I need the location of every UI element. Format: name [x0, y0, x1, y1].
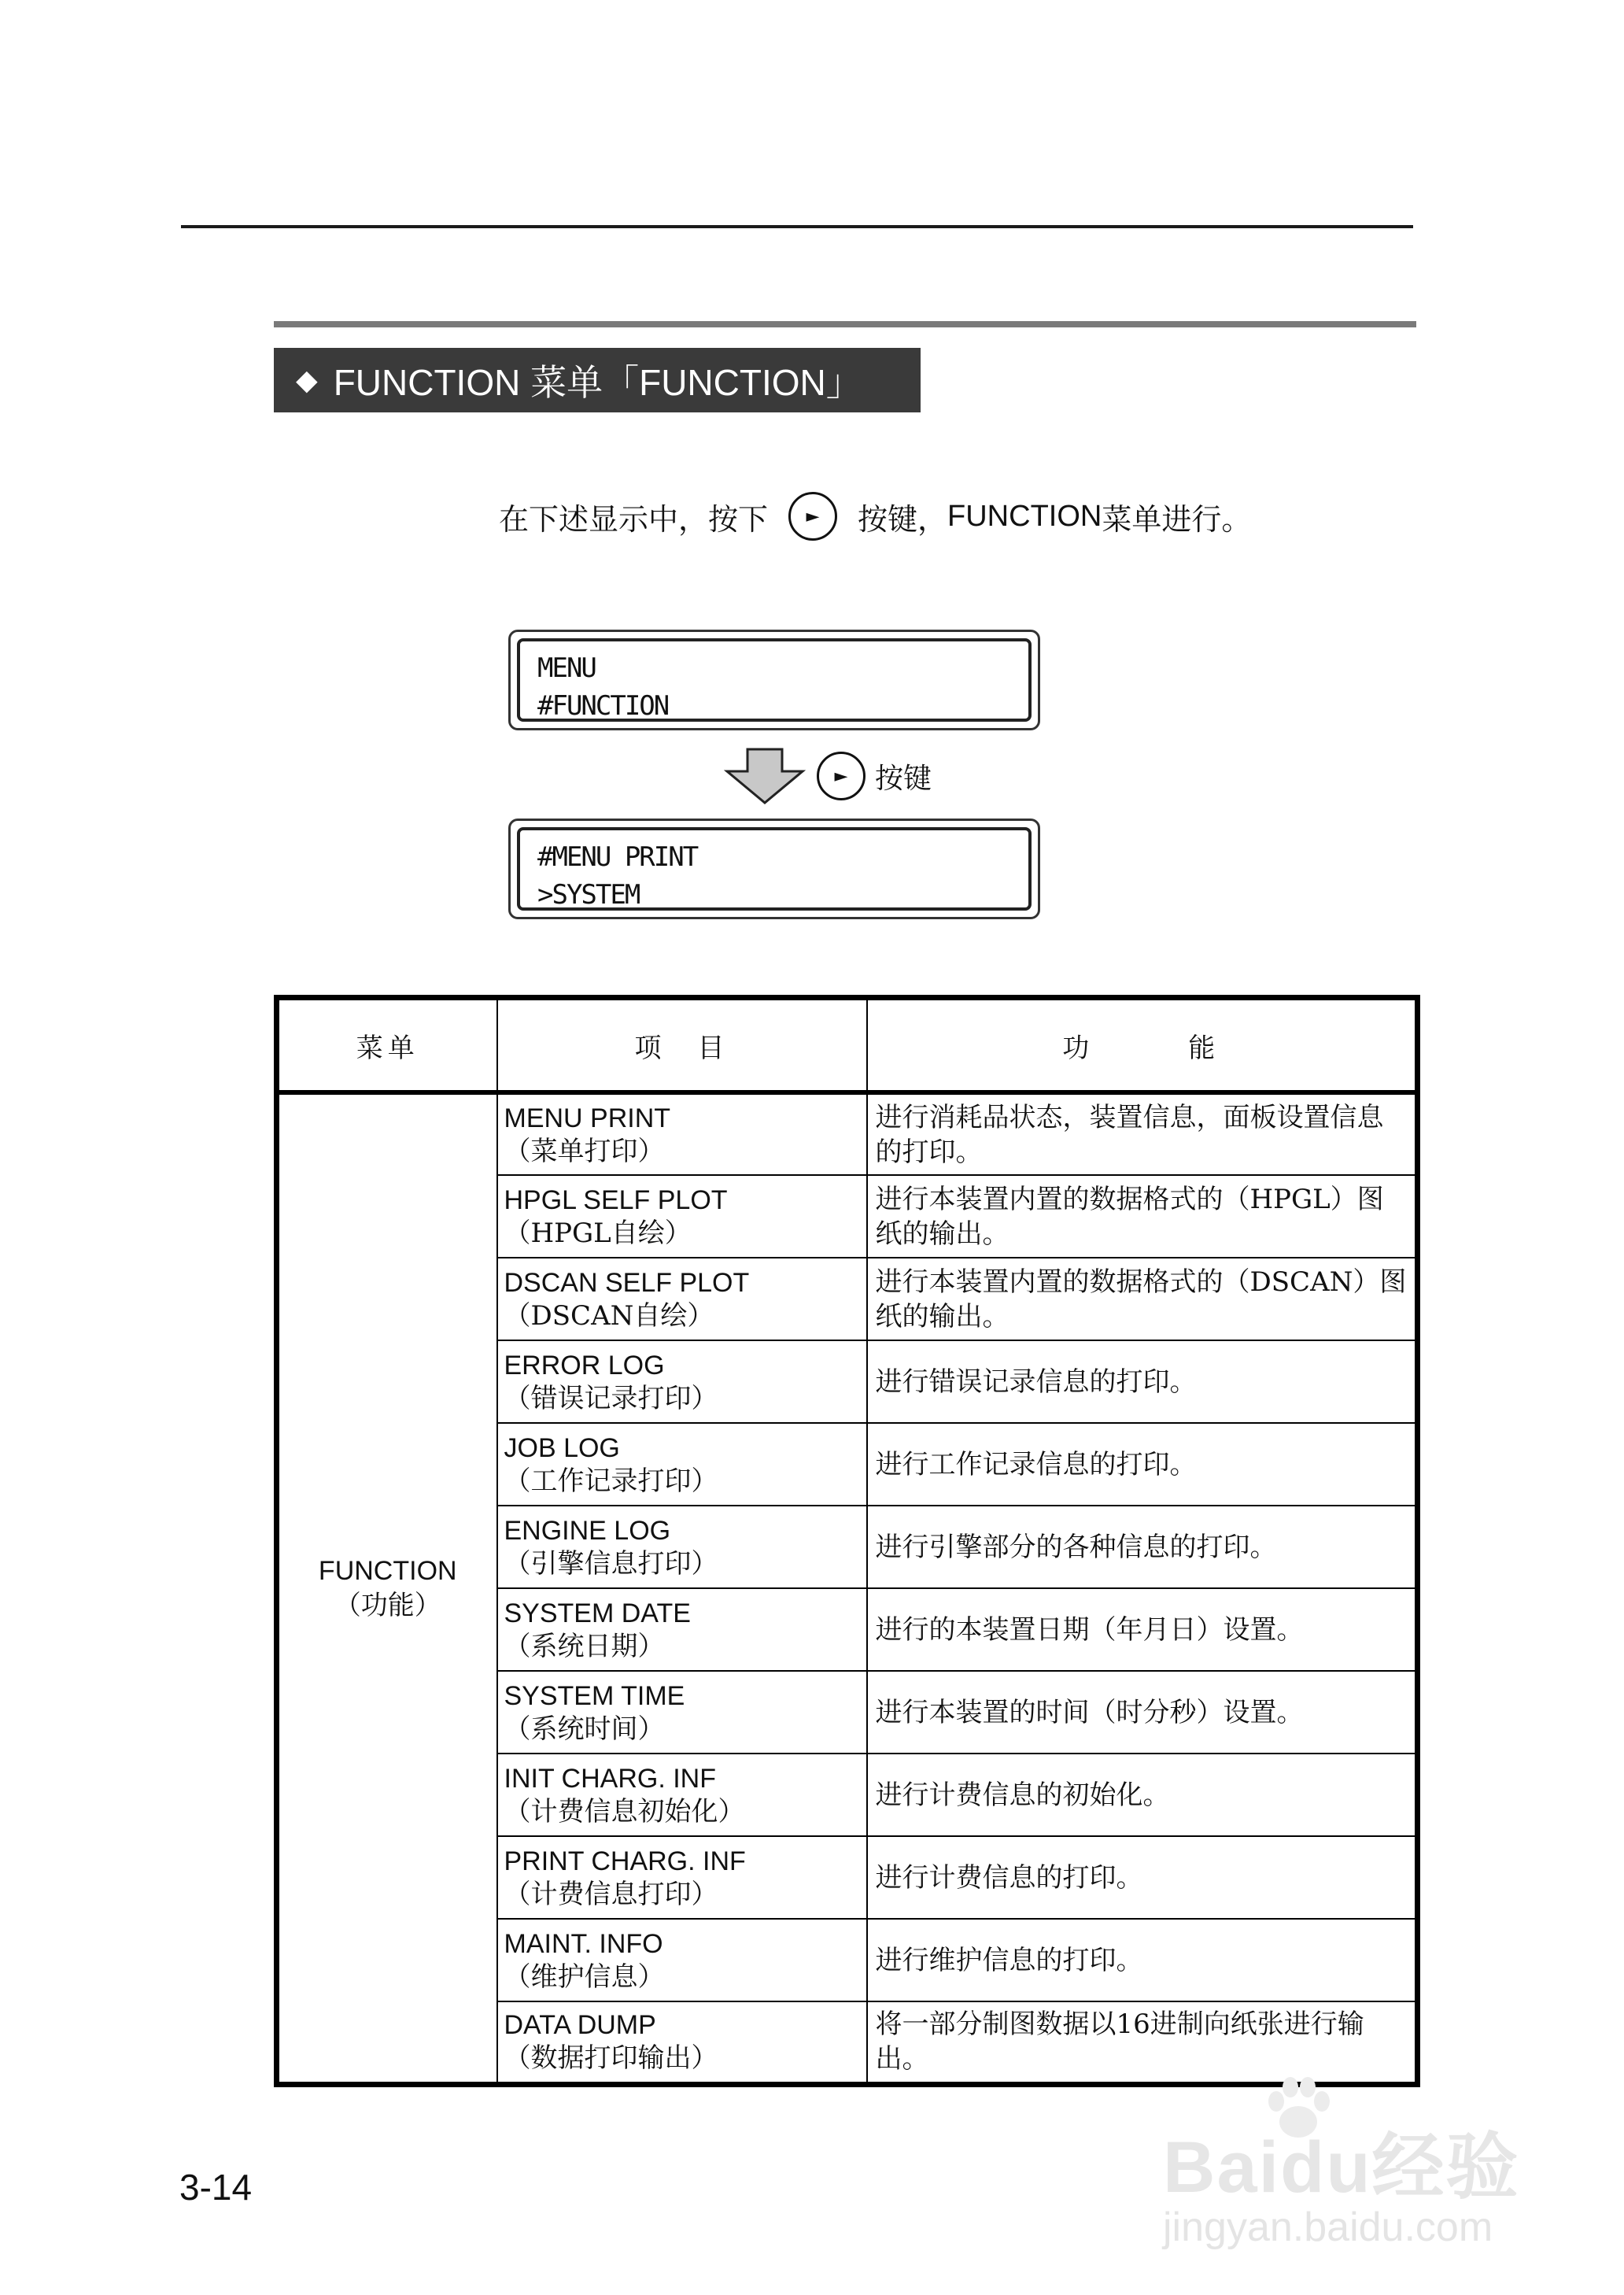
lcd-after-line1: #MENU PRINT: [537, 841, 698, 873]
header-menu: 菜单: [277, 998, 497, 1093]
item-name-en: DSCAN SELF PLOT: [504, 1267, 750, 1298]
down-arrow-icon: [724, 748, 806, 804]
item-name-en: ERROR LOG: [504, 1350, 665, 1380]
function-description: 进行工作记录信息的打印。: [867, 1423, 1418, 1506]
item-cell: [497, 1588, 867, 1671]
press-step: [724, 745, 932, 808]
function-description: 进行本装置内置的数据格式的（HPGL）图纸的输出。: [867, 1175, 1418, 1258]
item-name-en: ENGINE LOG: [504, 1515, 671, 1546]
item-name-cn: （工作记录打印）: [504, 1465, 718, 1497]
lcd-display-after: [508, 819, 1040, 919]
menu-name-en: FUNCTION: [318, 1555, 457, 1586]
section-title-text: FUNCTION 菜单「FUNCTION」: [333, 362, 862, 403]
item-name-cn: （系统时间）: [504, 1713, 665, 1745]
function-menu-table: [274, 995, 1420, 2087]
item-name-en: HPGL SELF PLOT: [504, 1184, 728, 1215]
item-name-en: MAINT. INFO: [504, 1928, 663, 1959]
intro-before: 在下述显示中，按下: [499, 501, 769, 537]
function-description: 进行本装置的时间（时分秒）设置。: [867, 1671, 1418, 1754]
intro-after-1: 按键，: [858, 501, 948, 537]
header-function: 功 能: [867, 998, 1418, 1093]
function-description: 进行的本装置日期（年月日）设置。: [867, 1588, 1418, 1671]
item-cell: [497, 1092, 867, 1175]
item-name-cn: （HPGL自绘）: [504, 1217, 692, 1249]
item-name-cn: （DSCAN自绘）: [504, 1299, 714, 1332]
right-arrow-key-icon-2: ►: [817, 752, 866, 800]
item-name-en: SYSTEM TIME: [504, 1680, 685, 1711]
intro-after-2: FUNCTION: [947, 499, 1102, 533]
function-description: 进行引擎部分的各种信息的打印。: [867, 1506, 1418, 1588]
watermark-url: jingyan.baidu.com: [1163, 2204, 1493, 2250]
item-cell: [497, 2001, 867, 2084]
item-cell: [497, 1340, 867, 1423]
intro-text: [499, 486, 1251, 546]
item-name-cn: （计费信息打印）: [504, 1878, 718, 1910]
section-title: [274, 348, 921, 412]
function-description: 进行计费信息的打印。: [867, 1836, 1418, 1919]
press-key-label: 按键: [875, 762, 932, 795]
menu-name-cn: （功能）: [334, 1589, 441, 1621]
diamond-icon: ◆: [296, 364, 318, 396]
item-name-cn: （系统日期）: [504, 1630, 665, 1662]
item-cell: [497, 1671, 867, 1754]
item-name-cn: （维护信息）: [504, 1961, 665, 1993]
section-rule: [274, 321, 1416, 327]
item-name-en: SYSTEM DATE: [504, 1598, 691, 1628]
menu-cell: [277, 1092, 497, 2084]
item-name-en: JOB LOG: [504, 1432, 620, 1463]
table-header-row: [277, 998, 1418, 1093]
lcd-before-line1: MENU: [537, 652, 596, 684]
function-description: 将一部分制图数据以16进制向纸张进行输出。: [867, 2001, 1418, 2084]
item-name-cn: （错误记录打印）: [504, 1382, 718, 1414]
item-name-cn: （计费信息初始化）: [504, 1795, 745, 1828]
function-description: 进行消耗品状态，装置信息，面板设置信息的打印。: [867, 1092, 1418, 1175]
item-cell: [497, 1506, 867, 1588]
item-cell: [497, 1175, 867, 1258]
watermark-logo: Baidu经验: [1163, 2127, 1520, 2208]
item-name-en: MENU PRINT: [504, 1103, 671, 1133]
item-name-cn: （引擎信息打印）: [504, 1547, 718, 1580]
item-name-cn: （数据打印输出）: [504, 2042, 718, 2075]
table-row: [277, 1092, 1418, 1175]
item-cell: [497, 1754, 867, 1836]
item-cell: [497, 1423, 867, 1506]
function-description: 进行计费信息的初始化。: [867, 1754, 1418, 1836]
item-cell: [497, 1836, 867, 1919]
intro-after-3: 菜单进行。: [1102, 501, 1252, 537]
item-name-cn: （菜单打印）: [504, 1135, 665, 1167]
lcd-display-before: [508, 630, 1040, 730]
function-description: 进行维护信息的打印。: [867, 1919, 1418, 2001]
header-item: 项 目: [497, 998, 867, 1093]
table-body: [277, 1092, 1418, 2084]
item-cell: [497, 1919, 867, 2001]
function-description: 进行错误记录信息的打印。: [867, 1340, 1418, 1423]
item-name-en: PRINT CHARG. INF: [504, 1846, 746, 1876]
item-name-en: INIT CHARG. INF: [504, 1763, 716, 1794]
lcd-after-line2: >SYSTEM: [537, 879, 640, 911]
item-name-en: DATA DUMP: [504, 2010, 656, 2041]
page-number: 3-14: [179, 2167, 253, 2208]
top-rule: [181, 225, 1413, 228]
function-description: 进行本装置内置的数据格式的（DSCAN）图纸的输出。: [867, 1258, 1418, 1340]
right-arrow-key-icon: ►: [788, 492, 837, 541]
lcd-before-line2: #FUNCTION: [537, 690, 669, 722]
item-cell: [497, 1258, 867, 1340]
